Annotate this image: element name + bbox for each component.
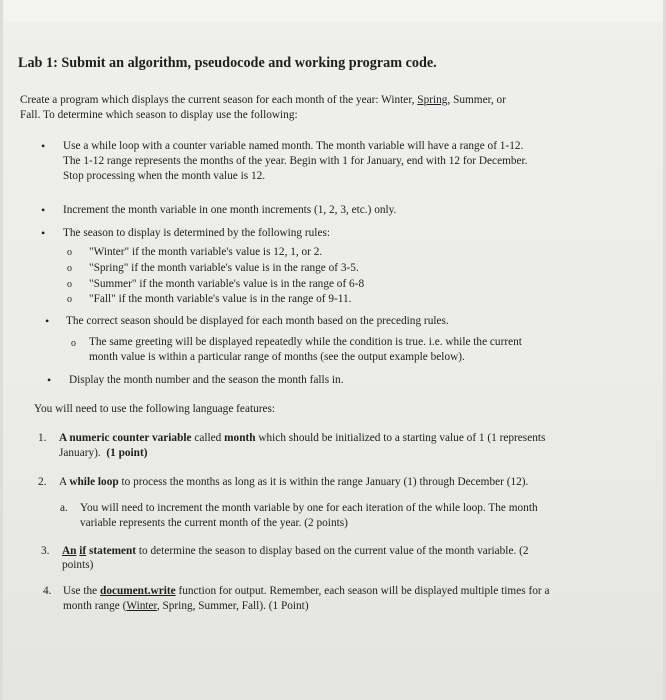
rule-spring: "Spring" if the month variable's value is in the range of 3-5. [89, 262, 359, 274]
feature-3-bold: statement [86, 545, 137, 557]
circle-marker: o [71, 338, 76, 349]
intro-line-2: Fall. To determine which season to display use the following: [20, 109, 298, 121]
greeting-line-1: The same greeting will be displayed repeatedly while the condition is true. i.e. while the current [89, 336, 522, 348]
bullet-marker: • [41, 139, 46, 153]
feature-1-points: (1 point) [106, 447, 148, 459]
feature-2-bold: while loop [69, 476, 119, 488]
circle-marker: o [67, 279, 72, 290]
feature-2-number: 2. [38, 476, 47, 488]
bullet-2: Increment the month variable in one month increments (1, 2, 3, etc.) only. [63, 204, 397, 216]
intro-spring: Spring [417, 94, 448, 106]
features-heading: You will need to use the following language features: [34, 403, 276, 415]
feature-1-rest: which should be initialized to a starting value of 1 (1 represents [255, 432, 546, 444]
bullet-1-line-1: Use a while loop with a counter variable named month. The month variable will have a range of 1-12. [63, 140, 524, 152]
feature-2-rest: to process the months as long as it is within the range January (1) through December (12). [118, 476, 529, 488]
feature-1-month: month [224, 432, 256, 444]
feature-1-bold: A numeric counter variable [59, 432, 192, 444]
feature-4-line-2 [63, 599, 309, 614]
rule-fall: "Fall" if the month variable's value is in the range of 9-11. [89, 293, 352, 305]
feature-4-pre: Use the [63, 585, 101, 597]
intro-text-end: , Summer, or [447, 94, 506, 106]
bullet-3: The season to display is determined by the following rules: [63, 227, 330, 239]
feature-4-bold: document.write [100, 585, 176, 597]
intro-line-1 [20, 93, 506, 108]
bullet-4: The correct season should be displayed for each month based on the preceding rules. [66, 315, 449, 327]
feature-4-winter: Winter [126, 600, 157, 612]
bullet-marker: • [41, 203, 46, 217]
bullet-marker: • [45, 314, 50, 328]
circle-marker: o [67, 294, 72, 305]
bullet-5: Display the month number and the season the month falls in. [69, 374, 344, 386]
feature-4-line-1 [63, 584, 549, 599]
feature-4-range: month range ( [63, 600, 127, 612]
feature-4-number: 4. [43, 585, 52, 597]
feature-4-rest: function for output. Remember, each season will be displayed multiple times for a [175, 585, 550, 597]
feature-3-if: if [79, 545, 87, 557]
top-margin [3, 0, 663, 22]
feature-1-number: 1. [38, 432, 47, 444]
document-page [3, 0, 663, 700]
feature-1-line-2 [59, 446, 148, 461]
rule-winter: "Winter" if the month variable's value is 12, 1, or 2. [89, 246, 323, 258]
feature-4-rest-2: , Spring, Summer, Fall). (1 Point) [156, 600, 309, 612]
feature-3-an: An [62, 545, 77, 557]
feature-2-line-1 [59, 475, 528, 490]
feature-3-line-1 [62, 544, 529, 559]
feature-1-january: January). [59, 447, 101, 459]
bullet-1-line-2: The 1-12 range represents the months of the year. Begin with 1 for January, end with 12 for December. [63, 155, 528, 167]
intro-text: Create a program which displays the current season for each month of the year: Winter, [20, 94, 418, 106]
bullet-1-line-3: Stop processing when the month value is 12. [63, 170, 266, 182]
page-title: Lab 1: Submit an algorithm, pseudocode and working program code. [18, 55, 437, 71]
feature-1-mid: called [191, 432, 225, 444]
circle-marker: o [67, 263, 72, 274]
feature-2-pre: A [59, 476, 70, 488]
feature-3-rest: to determine the season to display based on the current value of the month variable. (2 [136, 545, 529, 557]
feature-3-line-2: points) [62, 559, 94, 571]
feature-3-number: 3. [41, 545, 50, 557]
bullet-marker: • [47, 373, 52, 387]
subitem-line-2: variable represents the current month of the year. (2 points) [80, 517, 348, 529]
bullet-marker: • [41, 226, 46, 240]
subitem-line-1: You will need to increment the month variable by one for each iteration of the while loop. The month [80, 502, 538, 514]
rule-summer: "Summer" if the month variable's value is in the range of 6-8 [89, 278, 365, 290]
feature-1-line-1 [59, 431, 545, 446]
greeting-line-2: month value is within a particular range of months (see the output example below). [89, 351, 465, 363]
circle-marker: o [67, 247, 72, 258]
subitem-letter: a. [60, 502, 68, 514]
